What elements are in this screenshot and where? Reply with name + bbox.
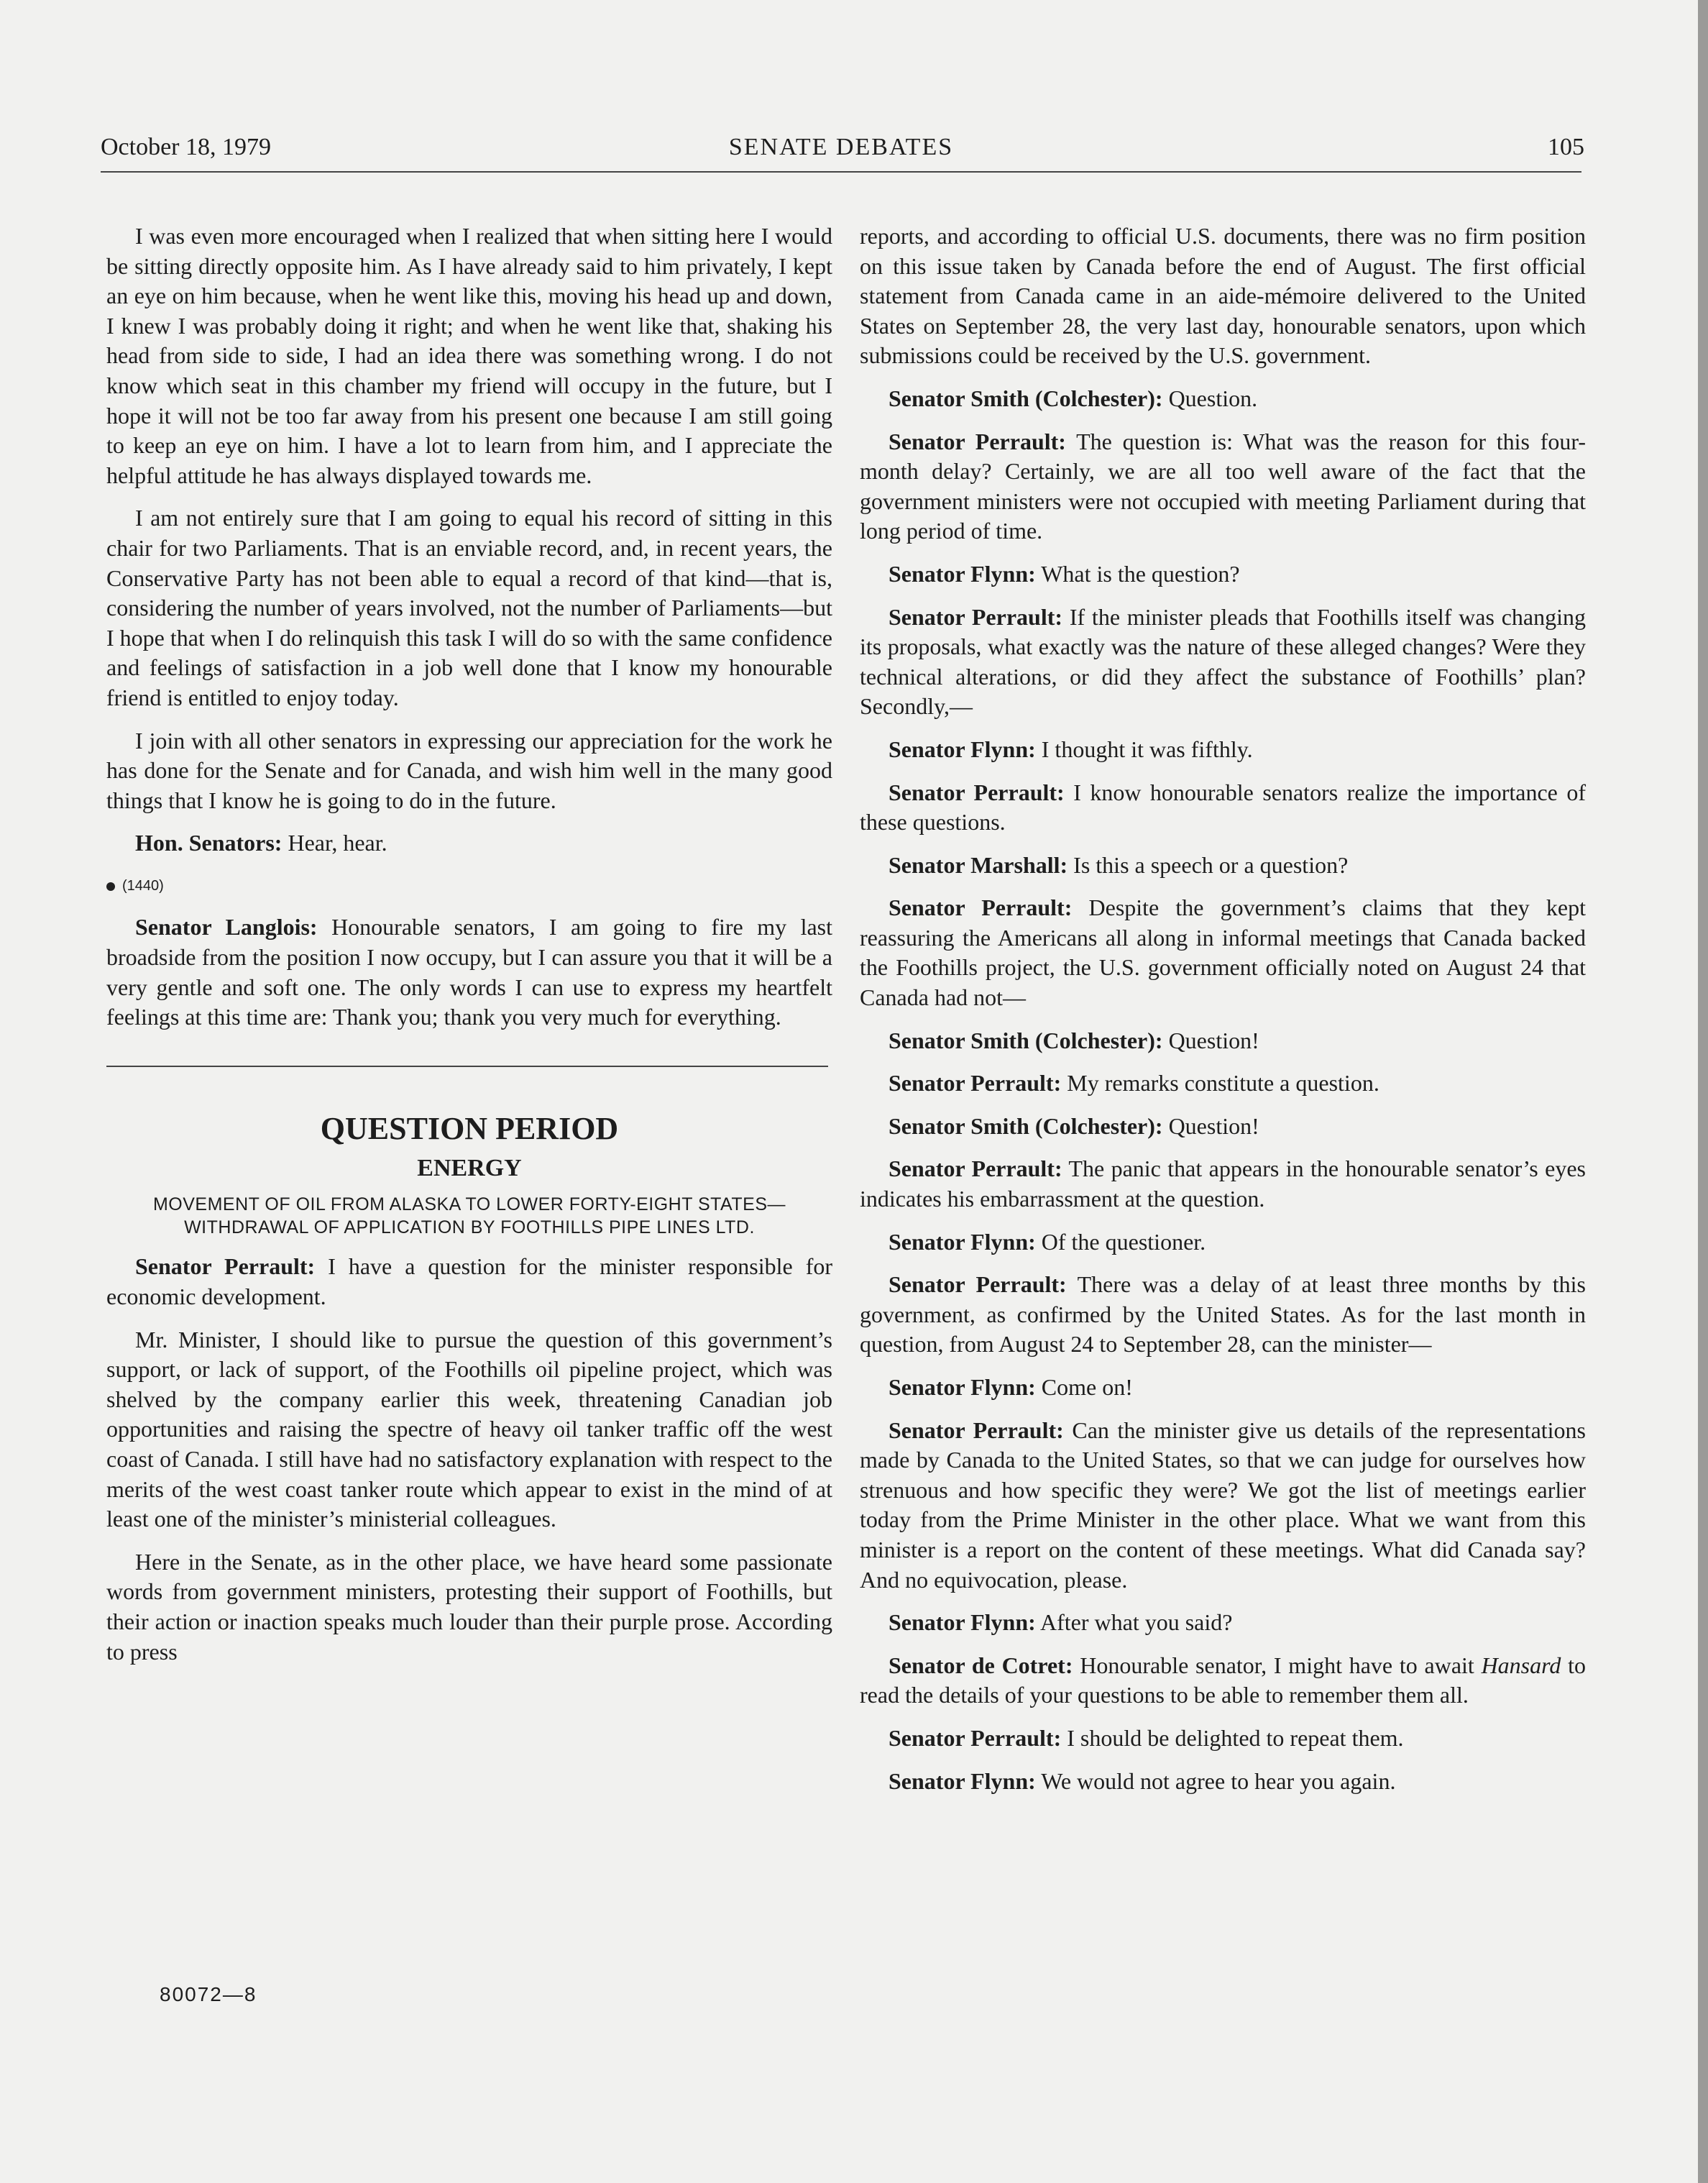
page-header [101, 134, 1584, 173]
speech-text: There was a delay of at least three months by this government, as confirmed by the United States. As for the last month in question, from August 24 to September 28, can the minister— [860, 1271, 1587, 1358]
time-marker [106, 871, 832, 902]
speech-text: I know honourable senators realize the importance of these questions. [860, 779, 1587, 836]
speaker-name: Senator Smith (Colchester): [889, 1112, 1163, 1139]
paragraph: I join with all other senators in expressing our appreciation for the work he has done for the Senate and for Canada, and wish him well in the many good things that I know he is going to do in the future. [106, 727, 832, 813]
section-subheading: ENERGY [417, 1154, 522, 1181]
speaker-name: Senator Smith (Colchester): [889, 385, 1163, 411]
speech-text: What is the question? [1035, 560, 1240, 587]
speaker-name: Hon. Senators: [135, 830, 283, 856]
speech-text: I have a question for the minister responsible for economic development. [106, 1253, 833, 1310]
speech-text: Despite the government’s claims that they kept reassuring the Americans all along in informal meetings that Canada backed the Foothills project, the U.S. government officially noted on August 24 that Canada had not— [860, 894, 1587, 1011]
speaker-name: Senator Perrault: [889, 1417, 1064, 1443]
paragraph: Here in the Senate, as in the other place, we have heard some passionate words from government ministers, protesting their support of Foothills, but their action or inaction speaks much louder than their purple prose. According to press [106, 1548, 832, 1665]
speech-text: Honourable senator, I might have to await [1073, 1652, 1482, 1678]
speech-text: Question! [1162, 1112, 1259, 1139]
speech [860, 893, 1586, 1012]
speaker-name: Senator Perrault: [135, 1253, 316, 1280]
speech [860, 1026, 1586, 1056]
speech-text: Is this a speech or a question? [1068, 851, 1349, 878]
speech [106, 1252, 832, 1312]
speech [860, 1608, 1586, 1638]
header-date: October 18, 1979 [101, 134, 272, 160]
speech-list [860, 384, 1586, 1638]
speech-text: If the minister pleads that Foothills itself was changing its proposals, what exactly was the nature of these alleged changes? Were they technical alterations, or did they affect the substance of Foothills’ plan? Secondly,— [860, 603, 1587, 720]
speech [860, 427, 1586, 546]
speech [860, 1154, 1586, 1214]
bullet-icon [106, 882, 115, 891]
speaker-name: Senator Perrault: [889, 428, 1066, 454]
speech-text: After what you said? [1035, 1609, 1233, 1636]
speech-text: We would not agree to hear you again. [1035, 1767, 1396, 1794]
time-marker-text: (1440) [122, 877, 164, 894]
speech [860, 1651, 1586, 1711]
speech [860, 1227, 1586, 1258]
speaker-name: Senator Perrault: [889, 779, 1065, 805]
speech [860, 1767, 1586, 1797]
paragraph: I was even more encouraged when I realized that when sitting here I would be sitting directly opposite him. As I have already said to him privately, I kept an eye on him because, when he went like this, moving his head up and down, I knew I was probably doing it right; and when he went like that, shaking his head from side to side, I had an idea there was something wrong. I do not know which seat in this chamber my friend will occupy in the future, but I hope it will not be too far away from his present one because I am still going to keep an eye on him. I have a lot to learn from him, and I appreciate the helpful attitude he has always displayed towards me. [106, 223, 832, 488]
speech [860, 1270, 1586, 1360]
speech-text: Hear, hear. [282, 830, 387, 856]
speaker-name: Senator Perrault: [889, 1271, 1067, 1298]
speaker-name: Senator Flynn: [889, 1374, 1036, 1400]
speech [860, 851, 1586, 881]
speaker-name: Senator Flynn: [889, 736, 1036, 762]
topic-heading: MOVEMENT OF OIL FROM ALASKA TO LOWER FORTY-EIGHT STATES—WITHDRAWAL OF APPLICATION BY FOOTHILLS PIPE LINES LTD. [152, 1194, 786, 1238]
left-column [106, 221, 832, 1680]
paragraph: reports, and according to official U.S. documents, there was no firm position on this issue taken by Canada before the end of August. The first official statement from Canada came in an aide-mémoire delivered to the United States on September 28, the very last day, honourable senators, upon which submissions could be received by the U.S. government. [860, 223, 1586, 369]
section-divider [106, 1066, 828, 1067]
speaker-name: Senator Flynn: [889, 1767, 1036, 1794]
speech [860, 1112, 1586, 1142]
speech-text: Come on! [1035, 1374, 1133, 1400]
speech-text: I thought it was fifthly. [1035, 736, 1253, 762]
speaker-name: Senator Perrault: [889, 894, 1073, 921]
speech-text: Can the minister give us details of the representations made by Canada to the United States, so that we can judge for ourselves how strenuous and how specific they were? We got the list of meetings earlier today from the Prime Minister in the other place. What we want from this minister is a report on the content of these meetings. What did Canada say? And no equivocation, please. [860, 1417, 1587, 1593]
speech-text: I should be delighted to repeat them. [1061, 1724, 1404, 1751]
speech-text: Of the questioner. [1035, 1228, 1206, 1255]
speech-text: Honourable senators, I am going to fire my last broadside from the position I now occupy, but I can assure you that it will be a very gentle and soft one. The only words I can use to express my heartfelt feelings at this time are: Thank you; thank you very much for everything. [106, 914, 833, 1030]
hansard-title: Hansard [1481, 1652, 1561, 1678]
speech-text: The panic that appears in the honourable senator’s eyes indicates his embarrassment at the question. [860, 1155, 1587, 1212]
speech-text: to read the details of your questions to be able to remember them all. [860, 1652, 1587, 1708]
speech-text: Question. [1162, 385, 1258, 411]
speaker-name: Senator Perrault: [889, 603, 1063, 630]
paragraph: Mr. Minister, I should like to pursue the question of this government’s support, or lack of support, of the Foothills oil pipeline project, which was shelved by the company earlier this week, threatening Canadian job opportunities and raising the spectre of heavy oil tanker traffic off the west coast of Canada. I still have had no satisfactory explanation with respect to the merits of the west coast tanker route which appear to exist in the mind of at least one of the minister’s ministerial colleagues. [106, 1326, 832, 1532]
speaker-name: Senator Flynn: [889, 560, 1036, 587]
paragraph: I am not entirely sure that I am going to equal his record of sitting in this chair for two Parliaments. That is an enviable record, and, in recent years, the Conservative Party has not been able to equal a record of that kind—that is, considering the number of years involved, not the number of Parliaments—but I hope that when I do relinquish this task I will do so with the same confidence and feelings of satisfaction in a job well done that I know my honourable friend is entitled to enjoy today. [106, 505, 832, 710]
speech-text: The question is: What was the reason for this four-month delay? Certainly, we are all too well aware of the fact that the government ministers were not occupied with meeting Parliament during that long period of time. [860, 428, 1587, 544]
speech [860, 1724, 1586, 1754]
page-number: 105 [1548, 134, 1584, 160]
speech [860, 1416, 1586, 1596]
speaker-name: Senator Smith (Colchester): [889, 1027, 1163, 1053]
speech [860, 603, 1586, 722]
right-column [860, 221, 1586, 1809]
speech-text: My remarks constitute a question. [1061, 1070, 1379, 1097]
speech [106, 828, 832, 859]
speech [860, 735, 1586, 765]
speaker-name: Senator Langlois: [135, 914, 318, 941]
speaker-name: Senator Flynn: [889, 1228, 1036, 1255]
speech [860, 778, 1586, 838]
speaker-name: Senator Perrault: [889, 1724, 1062, 1751]
footer-code: 80072—8 [160, 1983, 257, 2005]
speaker-name: Senator Perrault: [889, 1070, 1062, 1097]
scan-edge [1698, 0, 1708, 2183]
speaker-name: Senator Perrault: [889, 1155, 1062, 1182]
speaker-name: Senator de Cotret: [889, 1652, 1073, 1678]
speech [860, 384, 1586, 414]
speech-list [860, 1724, 1586, 1796]
speech [860, 559, 1586, 590]
speech [860, 1068, 1586, 1099]
speaker-name: Senator Flynn: [889, 1609, 1036, 1636]
header-title: SENATE DEBATES [728, 134, 954, 160]
speaker-name: Senator Marshall: [889, 851, 1068, 878]
speech [106, 912, 832, 1032]
speech [860, 1373, 1586, 1403]
section-heading: QUESTION PERIOD [320, 1110, 619, 1146]
speech-text: Question! [1162, 1027, 1259, 1053]
